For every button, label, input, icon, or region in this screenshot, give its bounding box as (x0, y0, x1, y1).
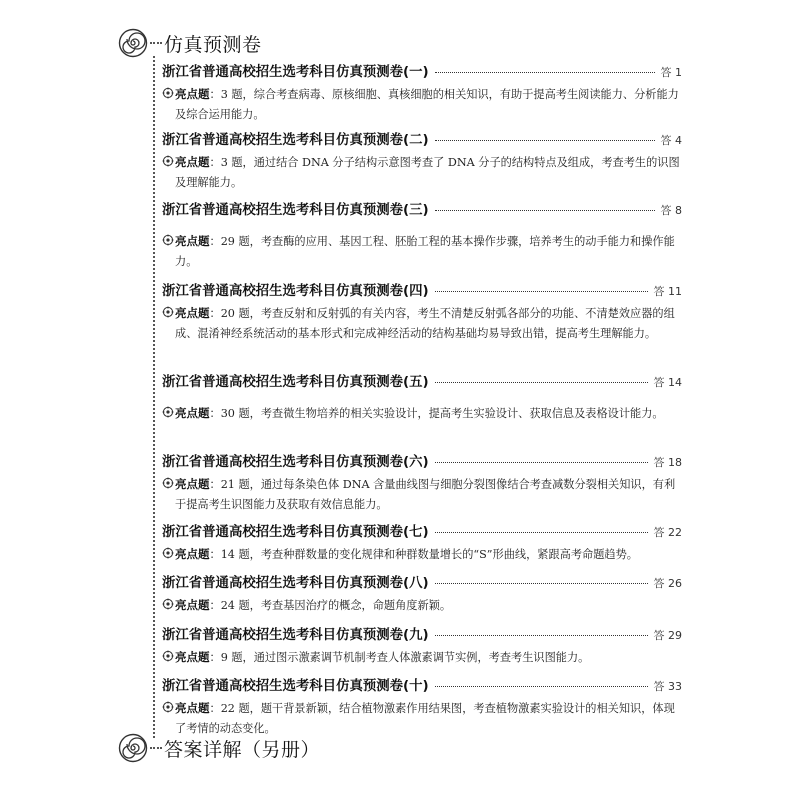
entry-title[interactable]: 浙江省普通高校招生选考科目仿真预测卷(六) (162, 455, 429, 470)
highlight-icon (162, 155, 174, 167)
leader-dots (435, 210, 655, 211)
highlight-body: ：22 题，题干背景新颖，结合植物激素作用结果图，考查植物激素实验设计的相关知识，体现了考情的动态变化。 (175, 702, 675, 735)
highlight-body: ：24 题，考查基因治疗的概念，命题角度新颖。 (209, 599, 452, 612)
highlight-text (162, 595, 682, 616)
entry-title[interactable]: 浙江省普通高校招生选考科目仿真预测卷(十) (162, 679, 429, 694)
leader-dots (150, 747, 162, 749)
entry-page: 答 29 (653, 629, 682, 642)
highlight-text (162, 84, 682, 125)
entry-title[interactable]: 浙江省普通高校招生选考科目仿真预测卷(五) (162, 375, 429, 390)
entry-page: 答 14 (653, 376, 682, 389)
entry-title[interactable]: 浙江省普通高校招生选考科目仿真预测卷(四) (162, 284, 429, 299)
entry-title[interactable]: 浙江省普通高校招生选考科目仿真预测卷(九) (162, 628, 429, 643)
leader-dots (435, 532, 648, 533)
highlight-icon (162, 306, 174, 318)
highlight-body: ：20 题，考查反射和反射弧的有关内容，考生不清楚反射弧各部分的功能、不清楚效应器的组成、混淆神经系统活动的基本形式和完成神经活动的结构基础均易导致出错，提高考生理解能力。 (175, 307, 675, 340)
highlight-body: ：3 题，综合考查病毒、原核细胞、真核细胞的相关知识，有助于提高考生阅读能力、分析能力及综合运用能力。 (175, 88, 679, 121)
dotted-bracket-line (153, 56, 155, 738)
highlight-label: 亮点题 (175, 701, 210, 715)
highlight-icon (162, 547, 174, 559)
highlight-label: 亮点题 (175, 598, 210, 612)
highlight-text (162, 474, 682, 515)
entry-title[interactable]: 浙江省普通高校招生选考科目仿真预测卷(八) (162, 576, 429, 591)
entry-page: 答 33 (653, 680, 682, 693)
entry-page: 答 8 (660, 204, 682, 217)
toc-entry[interactable] (162, 61, 682, 125)
highlight-text (162, 231, 682, 272)
entry-title[interactable]: 浙江省普通高校招生选考科目仿真预测卷(一) (162, 65, 429, 80)
highlight-label: 亮点题 (175, 234, 210, 248)
highlight-label: 亮点题 (175, 547, 210, 561)
highlight-text (162, 152, 682, 193)
toc-entry[interactable] (162, 624, 682, 668)
highlight-body: ：30 题，考查微生物培养的相关实验设计，提高考生实验设计、获取信息及表格设计能力。 (209, 407, 664, 420)
highlight-text (162, 647, 682, 668)
entry-page: 答 1 (660, 66, 682, 79)
toc-entry[interactable] (162, 572, 682, 616)
toc-entry[interactable] (162, 129, 682, 193)
page-title: 仿真预测卷 (164, 33, 262, 56)
leader-dots (150, 42, 162, 44)
highlight-label: 亮点题 (175, 87, 210, 101)
highlight-text (162, 403, 682, 424)
leader-dots (435, 140, 655, 141)
entry-page: 答 26 (653, 577, 682, 590)
highlight-text (162, 544, 682, 565)
highlight-body: ：3 题，通过结合 DNA 分子结构示意图考查了 DNA 分子的结构特点及组成，考查考生的识图及理解能力。 (175, 156, 680, 189)
highlight-label: 亮点题 (175, 477, 210, 491)
highlight-body: ：14 题，考查种群数量的变化规律和种群数量增长的“S”形曲线，紧跟高考命题趋势。 (209, 548, 638, 561)
highlight-icon (162, 701, 174, 713)
highlight-body: ：21 题，通过每条染色体 DNA 含量曲线图与细胞分裂图像结合考查减数分裂相关知识，有利于提高考生识图能力及获取有效信息能力。 (175, 478, 676, 511)
entry-page: 答 18 (653, 456, 682, 469)
highlight-icon (162, 87, 174, 99)
highlight-label: 亮点题 (175, 155, 210, 169)
entry-page: 答 22 (653, 526, 682, 539)
highlight-label: 亮点题 (175, 306, 210, 320)
highlight-body: ：29 题，考查酶的应用、基因工程、胚胎工程的基本操作步骤，培养考生的动手能力和操作能力。 (175, 235, 675, 268)
highlight-text (162, 303, 682, 344)
entry-page: 答 4 (660, 134, 682, 147)
highlight-icon (162, 650, 174, 662)
footer-title: 答案详解（另册） (164, 738, 321, 761)
highlight-icon (162, 406, 174, 418)
entry-title[interactable]: 浙江省普通高校招生选考科目仿真预测卷(三) (162, 203, 429, 218)
leader-dots (435, 583, 648, 584)
spiral-icon (118, 733, 148, 763)
leader-dots (435, 462, 648, 463)
section-header (118, 26, 262, 60)
entry-title[interactable]: 浙江省普通高校招生选考科目仿真预测卷(七) (162, 525, 429, 540)
toc-entry[interactable] (162, 371, 682, 424)
highlight-label: 亮点题 (175, 650, 210, 664)
toc-entry[interactable] (162, 199, 682, 272)
highlight-label: 亮点题 (175, 406, 210, 420)
leader-dots (435, 635, 648, 636)
leader-dots (435, 686, 648, 687)
highlight-icon (162, 234, 174, 246)
toc-entry[interactable] (162, 451, 682, 515)
spiral-icon (118, 28, 148, 58)
entry-title[interactable]: 浙江省普通高校招生选考科目仿真预测卷(二) (162, 133, 429, 148)
leader-dots (435, 382, 648, 383)
leader-dots (435, 72, 655, 73)
highlight-icon (162, 598, 174, 610)
toc-entry[interactable] (162, 521, 682, 565)
toc-entry[interactable] (162, 280, 682, 344)
leader-dots (435, 291, 648, 292)
section-footer (118, 731, 320, 765)
highlight-icon (162, 477, 174, 489)
entry-page: 答 11 (653, 285, 682, 298)
highlight-body: ：9 题，通过图示激素调节机制考查人体激素调节实例，考查考生识图能力。 (209, 651, 590, 664)
toc-entry[interactable] (162, 675, 682, 739)
